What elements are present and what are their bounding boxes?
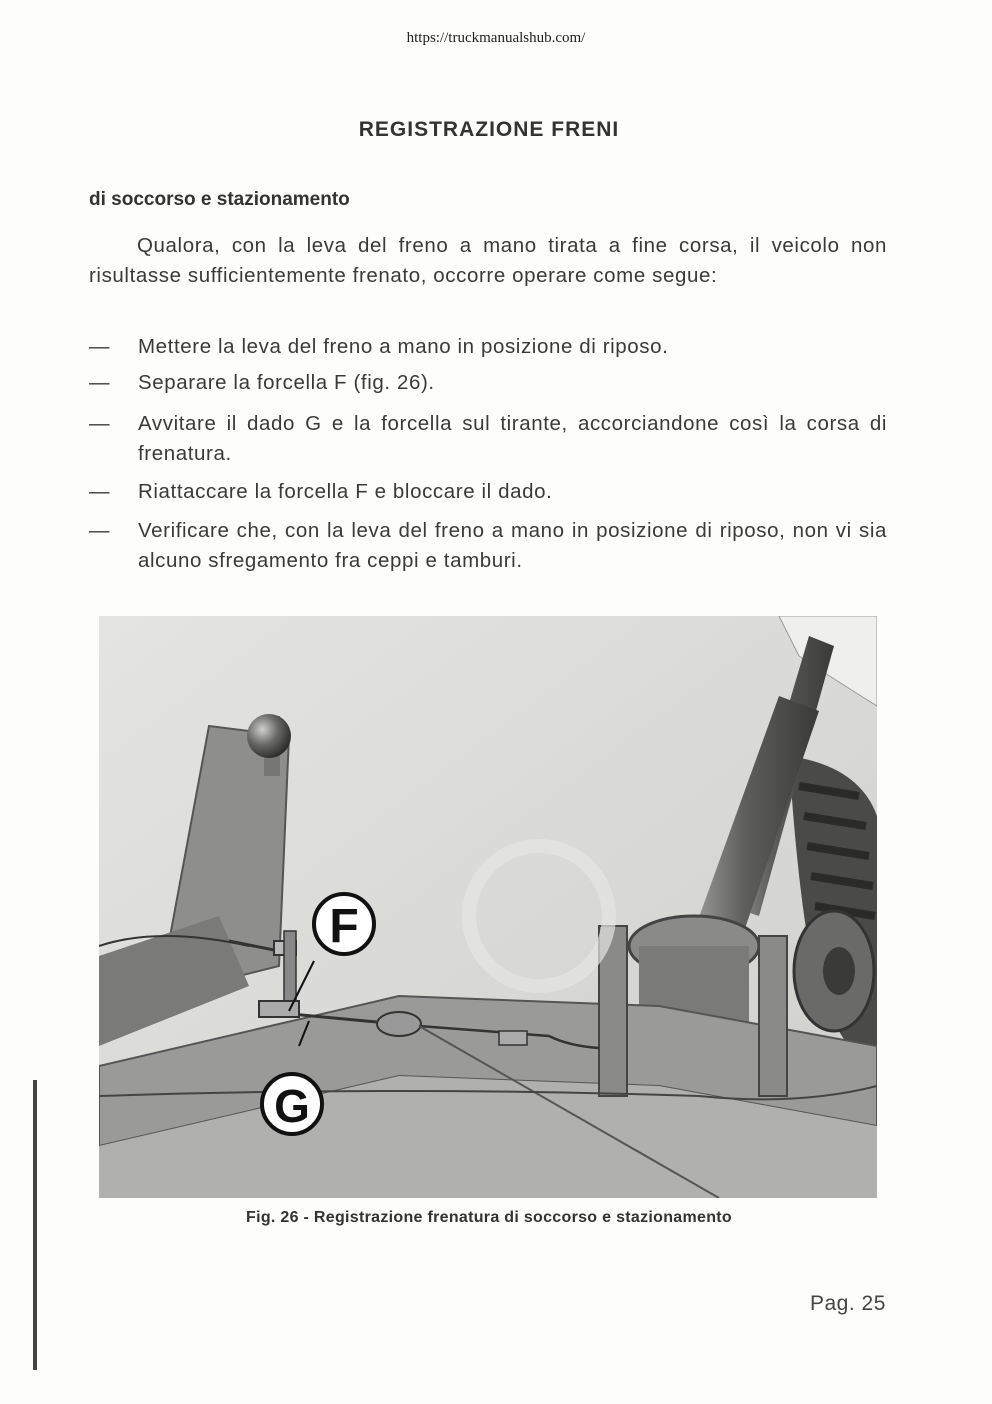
step-item <box>89 409 887 469</box>
step-item <box>89 516 887 576</box>
callout-label-f: F <box>329 900 359 953</box>
step-item <box>89 332 887 362</box>
step-item <box>89 477 887 507</box>
step-text: Riattaccare la forcella F e bloccare il dado. <box>138 480 553 503</box>
brake-linkage-illustration <box>99 616 877 1198</box>
step-text: Avvitare il dado G e la forcella sul tirante, accorciandone così la corsa di frenatura. <box>138 412 887 465</box>
step-dash: — <box>89 371 111 394</box>
intro-paragraph: Qualora, con la leva del freno a mano tirata a fine corsa, il veicolo non risultasse sufficientemente frenato, occorre operare come segue: <box>89 234 887 287</box>
step-text: Mettere la leva del freno a mano in posizione di riposo. <box>138 335 669 358</box>
margin-scan-line <box>33 1080 37 1370</box>
step-text: Verificare che, con la leva del freno a mano in posizione di riposo, non vi sia alcuno sfregamento fra ceppi e tamburi. <box>138 519 887 572</box>
source-url: https://truckmanualshub.com/ <box>406 30 586 46</box>
figure-caption: Fig. 26 - Registrazione frenatura di soccorso e stazionamento <box>246 1209 732 1226</box>
step-dash: — <box>89 480 111 503</box>
step-dash: — <box>89 519 111 542</box>
callout-label-g: G <box>274 1080 310 1132</box>
section-subtitle: di soccorso e stazionamento <box>89 189 350 210</box>
step-dash: — <box>89 412 111 435</box>
page-title: REGISTRAZIONE FRENI <box>358 118 620 141</box>
step-dash: — <box>89 335 111 358</box>
figure-photo <box>99 616 877 1198</box>
step-item <box>89 368 887 398</box>
page-number: Pag. 25 <box>810 1292 886 1315</box>
step-text: Separare la forcella F (fig. 26). <box>138 371 435 394</box>
